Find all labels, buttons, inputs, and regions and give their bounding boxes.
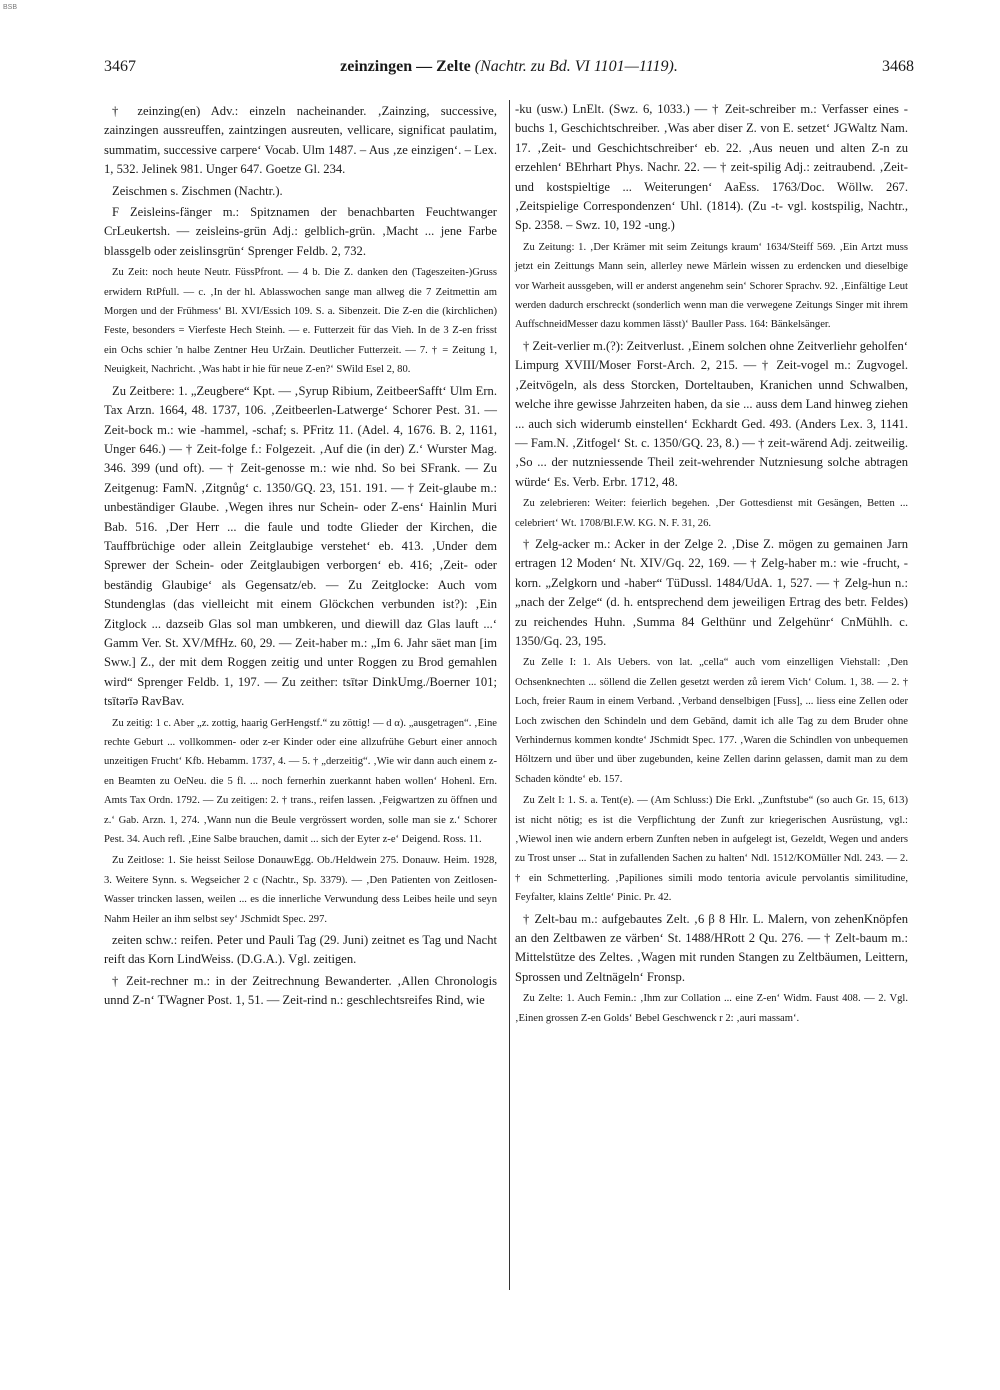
entry-zelgacker: † Zelg-acker m.: Acker in der Zelge 2. ‚Dise Z. mögen zu gemainen Jarn ertragen 12 Moden‘ Nt. XIV/Gq. 22, 169. — † Zelg-haber m.: wie -frucht, -korn. „Zelgkorn und -haber“ TüDussl. 1484/UdA. 1, 527. — † Zelg-hun n.: „nach der Zelge“ (d. h. entsprechend dem jeweiligen Ertrag des betr. Feldes) zu reichendes Huhn. ‚Summa 84 Gelthünr und Zelgehünr‘ CnMühlh. c. 1350/Gq. 23, 195. [515,536,908,648]
entry-zeitbere: Zu Zeitbere: 1. „Zeugbere“ Kpt. — ‚Syrup Ribium, ZeitbeerSafft‘ Ulm Ern. Tax Arzn. 1664, 48. 1737, 106. ‚Zeitbeerlen-Latwerge‘ Schorer Pest. 31. — Zeit-bock m.: wie -hammel, -schaf; s. PFritz 11. (Adel. 4, 1676. B. 2, 1161, Unger 646.) — † Zeit-folge f.: Folgezeit. ‚Auf die (in der) Z.‘ Wurster Mag. 346. 399 (und oft). — † Zeit-genosse m.: wie nhd. So bei SFrank. — Zu Zeitgenug: FamN. ‚Zitgnůg‘ c. 1350/GQ. 23, 151. 191. — † Zeit-glaube m.: unbeständiger Glaube. ‚Wegen ihres nur Schein- oder Z-ens‘ Hainlin Muri Bab. 516. ‚Der Herr ... die faule und todte Glieder der Kirchen, die Tauffbrüchige oder allein Zeitglaubige verstehet‘ eb. 413. ‚Under dem Sprewer der Schein- oder Zeitglaubigen verborgen‘ eb. 416; ‚Zeit- oder beständig Glaubige‘ als Gegensatz/eb. — Zu Zeitglocke: Auch vom Stundenglas (das vielleicht mit einem Glöckchen verbunden ist?): ‚Ein Zitglock ... dazseib Glas sol man umbkeren, und diewill daz Glas lauft ...‘ Gamm Ver. St. XV/MfHz. 60, 29. — Zeit-haber m.: „Im 6. Jahr säet man [im Sww.] Z., der mit dem Roggen zeitig und unter Roggen zu Brod gemahlen wird“ Sprenger Feldb. 1, 197. — Zu zeither: tsītər DinkUmg./Boerner 101; tsītərīə RavBav. [104,383,497,709]
right-column [515,100,908,1028]
entry-zeisleinsfaenger: F Zeisleins-fänger m.: Spitznamen der benachbarten Feuchtwanger CrLeukertsh. — zeisleins-grün Adj.: gelblich-grün. ‚Macht ... jene Farbe blassgelb oder zeislinsgrün‘ Sprenger Feldb. 2, 732. [104,205,497,258]
entry-zeinzing: † zeinzing(en) Adv.: einzeln nacheinander. ‚Zainzing, successive, zainzingen aussreuffen, zaintzingen ausreuten, vellicare, significat paulatim, summatim, successive carpere‘ Vocab. Ulm 1487. – Aus ‚ze einzigen‘. – Lex. 1, 532. Jelinek 981. Unger 647. Goetze Gl. 234. [104,104,497,177]
entry-zelle: Zu Zelle I: 1. Als Uebers. von lat. „cella“ auch vom einzelligen Viehstall: ‚Den Ochsenknechten ... söllend die Zellen gesetzt werden zů ierem Vich‘ Colum. 1, 38. — 2. † Loch, freier Raum in einem Verband. ‚Verband denselbigen [Fuss], ... liess eine Zellen oder Loch zwischen den Schindeln und dem Gebänd, damit ich alle Tag zu dem Bruder ohne Verhindernus kommen kondte‘ JSchmidt Spec. 177. ‚Waren die Schindlen von unbequemen Höltzern und über und über zugebunden, keine Zellen darinn gelassen, damit man zu dem Schaden köndte‘ eb. 157. [515,657,908,785]
entry-zeitschreiber: -ku (usw.) LnElt. (Swz. 6, 1033.) — † Zeit-schreiber m.: Verfasser eines -buchs 1, Geschichtschreiber. ‚Was aber diser Z. von E. setzet‘ JGWaltz Nam. 17. ‚Zeit- und Geschichtschreiber‘ eb. 22. ‚Aus neuen und alten Z-n zu erzehlen‘ BEhrhart Phys. Nachr. 22. — † zeit-spilig Adj.: zeitraubend. ‚Zeit- und kostspieltige ... Weiterungen‘ AaEss. 1763/Doc. Wöllw. 267. ‚Zeitspielige Correspondenzen‘ Uhl. (1814). (Zu -t- vgl. kostspilig, Nachtr., Sp. 2358. – Swz. 10, 192 -ung.) [515,102,908,233]
running-title-main: zeinzingen — Zelte [340,58,471,75]
entry-zelt: Zu Zelt I: 1. S. a. Tent(e). — (Am Schluss:) Die Erkl. „Zunftstube“ (so auch Gr. 15, 613) ist nicht nötig; es ist die Verpflichtung der Zunft zur kriegerischen Ausrüstung, vgl.: ‚Wiewol inen wie andern erbern Zunften neben in aufgelegt ist, Gezeldt, Wegen und anders zu Trost unser ... Stat in zufallenden Sachen zu halten‘ Ndl. 1512/KOMüller Ndl. 243. — 2. † ein Schmetterling. ‚Papiliones simili modo tentoria avicule pervolantis similitudine, Feyfalter, klains Zeltle‘ Pinic. Pr. 42. [515,795,908,904]
entry-zeit: Zu Zeit: noch heute Neutr. FüssPfront. — 4 b. Die Z. danken den (Tageszeiten-)Gruss erwidern RtPfull. — c. ‚In der hl. Ablasswochen sange man allweg die 7 Zeitmettin am Morgen und der Frühmess‘ Bl. XVI/Essich 109. S. a. Sibenzeit. Die Z-en die (kirchlichen) Feste, besonders = Vierfeste Hech Steinh. — e. Futterzeit für das Vieh. In de 3 Z-en frisst ein Ochs schier 'n halbe Zentner Heu UrZain. Deutlicher Futterzeit. — 7. † = Zeitung 1, Neuigkeit, Nachricht. ‚Was habt ir hie für neue Z-en?‘ SWild Esel 2, 80. [104,267,497,376]
left-column [104,100,497,1011]
entry-zelte: Zu Zelte: 1. Auch Femin.: ‚Ihm zur Collation ... eine Z-en‘ Widm. Faust 408. — 2. Vgl. ‚Einen grossen Z-en Golds‘ Bebel Geschwenck r 2: ‚auri massam‘. [515,993,908,1024]
library-mark: BSB [3,4,18,11]
entry-zeitung: Zu Zeitung: 1. ‚Der Krämer mit seim Zeitungs kraum‘ 1634/Steiff 569. ‚Ein Artzt muss jetzt ein Zeittungs Mann sein, allerley newe Märlein wissen zu erdencken und dieselbige vor Warheit aussgeben, will er anderst angenehm sein‘ Schorer Sprachv. 92. ‚Einfältige Leut werden dadurch erschreckt (sonderlich wenn man die verwegene Zeitungs Singer mit ihrem AuffschneidMesser dazu kommen lässt)‘ Bauller Pass. 164: Bänkelsänger. [515,241,908,331]
running-title [340,58,678,76]
running-title-note: (Nachtr. zu Bd. VI 1101—1119). [474,58,678,75]
entry-zelebrieren: Zu zelebrieren: Weiter: feierlich begehen. ‚Der Gottesdienst mit Gesängen, Betten ... celebriert‘ Wt. 1708/Bl.F.W. KG. N. F. 31, 26. [515,498,908,529]
entry-zeitrechner: † Zeit-rechner m.: in der Zeitrechnung Bewanderter. ‚Allen Chronologis unnd Z-n‘ TWagner Post. 1, 51. — Zeit-rind n.: geschlechtsreifes Rind, wie [104,973,497,1008]
entry-zeitverlier: † Zeit-verlier m.(?): Zeitverlust. ‚Einem solchen ohne Zeitverliehr geholfen‘ Limpurg XVIII/Moser Forst-Arch. 2, 215. — † Zeit-vogel m.: Zugvogel. ‚Zeitvögeln, als dess Storcken, Dorteltauben, Kranichen unnd Schwalben, welche ihre gewisse Jahrzeiten haben, da sie ... auss dem Land hinweg ziehen ... auch sich widerumb einstellen‘ Eckhardt Ged. 493. (Anders Lex. 3, 1141. — Fam.N. ‚Zitfogel‘ St. c. 1350/GQ. 23, 8.) — † zeit-wärend Adj. zeitweilig. ‚So ... der nutzniessende Theil zeit-wehrender Nutzniesung solche abtragen würde‘ Es. Verb. Erbr. 1712, 48. [515,338,908,489]
entry-zeitlose: Zu Zeitlose: 1. Sie heisst Seilose DonauwEgg. Ob./Heldwein 275. Donauw. Heim. 1928, 3. Weitere Synn. s. Wegseicher 2 c (Nachtr., Sp. 3379). — ‚Den Patienten von Zeitlosen-Wasser trincken lassen, weilen ... es die innerliche Verwundung dess Leibes heile und seyn Nahm Heiler an ihm selbst sey‘ JSchmidt Spec. 297. [104,855,497,925]
page-number-left: 3467 [104,58,136,75]
page-number-right: 3468 [881,58,914,75]
column-divider [509,100,510,1290]
entry-zeltbau: † Zelt-bau m.: aufgebautes Zelt. ‚6 β 8 Hlr. L. Malern, von zehenKnöpfen an den Zeltbawen ze värben‘ St. 1488/HRott 2 Qu. 276. — † Zelt-baum m.: Mittelstütze des Zeltes. ‚Wagen mit runden Stangen zu Zeltbäumen, Leittern, Sprossen und Zeltnägeln‘ Fronsp. [515,911,908,984]
entry-zeitig: Zu zeitig: 1 c. Aber „z. zottig, haarig GerHengstf.“ zu zöttig! — d α). „ausgetragen“. ‚Eine rechte Geburt ... vollkommen- oder z-er Kinder oder eine allzufrühe Geburt einer annoch unzeitigen Frucht‘ Kfb. Hebamm. 1737, 4. — 5. † „derzeitig“. ‚Wie wir dann auch einem z-en Beamten zu OeNeu. die 5 fl. ... noch fernerhin zuerkannt haben wollen‘ Hohenl. Ern. Amts Tax Ordn. 1792. — Zu zeitigen: 2. † trans., reifen lassen. ‚Feigwartzen zu öffnen und z.‘ Gab. Arzn. 1, 274. ‚Wann nun die Beule vergrössert worden, solle man sie z.‘ Schorer Pest. 34. Auch refl. ‚Eine Salbe brauchen, damit ... sich der Eyter z-e‘ Deigend. Ross. 11. [104,717,497,846]
entry-zeischmen: Zeischmen s. Zischmen (Nachtr.). [112,183,283,198]
page-header [104,58,914,76]
entry-zeiten: zeiten schw.: reifen. Peter und Pauli Tag (29. Juni) zeitnet es Tag und Nacht reift das Korn LindWeiss. (D.G.A.). Vgl. zeitigen. [104,933,497,967]
